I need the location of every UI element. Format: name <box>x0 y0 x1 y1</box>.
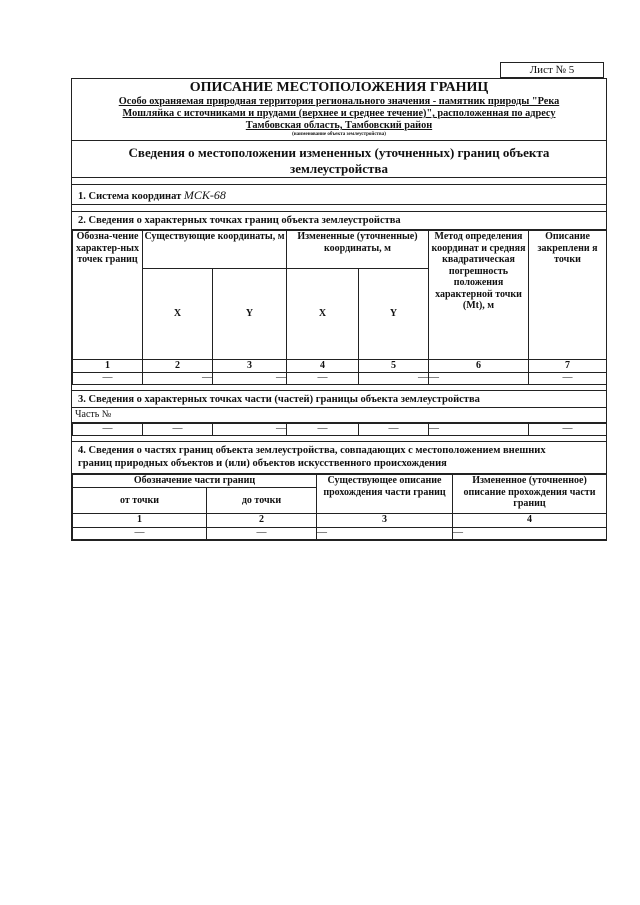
col-changed-coordinates: Измененные (уточненные) координаты, м <box>287 231 429 269</box>
sheet-number: Лист № 5 <box>500 62 604 78</box>
col-existing-description: Существующее описание прохождения части границ <box>317 475 453 514</box>
empty-cell: — <box>73 373 143 385</box>
empty-cell: — <box>213 373 287 385</box>
empty-cell: — <box>429 424 529 436</box>
section-3-title: 3. Сведения о характерных точках части (частей) границы объекта землеустройства <box>72 391 606 408</box>
column-number: 1 <box>73 360 143 373</box>
col-changed-description: Измененное (уточненное) описание прохождения части границ <box>453 475 607 514</box>
object-name-caption: (наименование объекта землеустройства) <box>292 132 386 137</box>
section-heading-line-1: Сведения о местоположении измененных (уточненных) границ объекта <box>128 145 550 160</box>
object-name-line-3: Тамбовская область, Тамбовский район <box>245 120 433 131</box>
part-points-table <box>72 423 607 436</box>
col-x-existing: X <box>143 269 213 360</box>
col-part-designation: Обозначение части границ <box>73 475 317 488</box>
empty-cell: — <box>453 528 607 540</box>
col-from-point: от точки <box>73 488 207 514</box>
object-name-line-1: Особо охраняемая природная территория регионального значения - памятник природы "Река <box>118 96 560 107</box>
col-description: Описание закреплени я точки <box>529 231 607 360</box>
empty-cell: — <box>73 528 207 540</box>
boundary-description-form <box>71 78 607 541</box>
col-designation: Обозна-чение характер-ных точек границ <box>73 231 143 360</box>
coordinate-system-value: МСК-68 <box>183 188 226 202</box>
column-number: 1 <box>73 514 207 528</box>
col-y-existing: Y <box>213 269 287 360</box>
column-number: 2 <box>207 514 317 528</box>
column-number: 5 <box>359 360 429 373</box>
column-number: 6 <box>429 360 529 373</box>
col-x-changed: X <box>287 269 359 360</box>
empty-cell: — <box>317 528 453 540</box>
section-4-title-line-2: границ природных объектов и (или) объектов искусственного происхождения <box>78 458 447 469</box>
empty-cell: — <box>207 528 317 540</box>
part-number-label: Часть № <box>72 408 606 423</box>
empty-cell: — <box>359 424 429 436</box>
coordinate-system-row <box>72 185 606 205</box>
document-header <box>72 79 606 141</box>
empty-cell: — <box>143 424 213 436</box>
empty-cell: — <box>287 424 359 436</box>
col-to-point: до точки <box>207 488 317 514</box>
column-number: 3 <box>317 514 453 528</box>
document-title: ОПИСАНИЕ МЕСТОПОЛОЖЕНИЯ ГРАНИЦ <box>189 80 489 95</box>
boundary-parts-table <box>72 474 607 540</box>
empty-cell: — <box>529 373 607 385</box>
column-number: 2 <box>143 360 213 373</box>
column-number: 4 <box>287 360 359 373</box>
col-method: Метод определения координат и средняя квадратическая погрешность положения характерной точки (Mt), м <box>429 231 529 360</box>
column-number: 7 <box>529 360 607 373</box>
column-number: 4 <box>453 514 607 528</box>
col-y-changed: Y <box>359 269 429 360</box>
object-name-line-2: Мошляйка с источниками и прудами (верхнее и среднее течение)", расположенная по адресу <box>122 108 556 119</box>
section-2-title: 2. Сведения о характерных точках границ объекта землеустройства <box>72 212 606 230</box>
column-number: 3 <box>213 360 287 373</box>
coordinate-system-label: 1. Система координат <box>78 191 182 202</box>
col-existing-coordinates: Существующие координаты, м <box>143 231 287 269</box>
section-4-title-line-1: 4. Сведения о частях границ объекта землеустройства, совпадающих с местоположением внешних <box>78 445 546 456</box>
empty-cell: — <box>73 424 143 436</box>
empty-cell: — <box>213 424 287 436</box>
empty-cell: — <box>429 373 529 385</box>
section-4-title <box>72 442 606 474</box>
empty-cell: — <box>287 373 359 385</box>
empty-cell: — <box>529 424 607 436</box>
characteristic-points-table <box>72 230 607 385</box>
section-heading-line-2: землеустройства <box>290 161 388 176</box>
empty-cell: — <box>143 373 213 385</box>
section-heading <box>72 141 606 178</box>
empty-cell: — <box>359 373 429 385</box>
